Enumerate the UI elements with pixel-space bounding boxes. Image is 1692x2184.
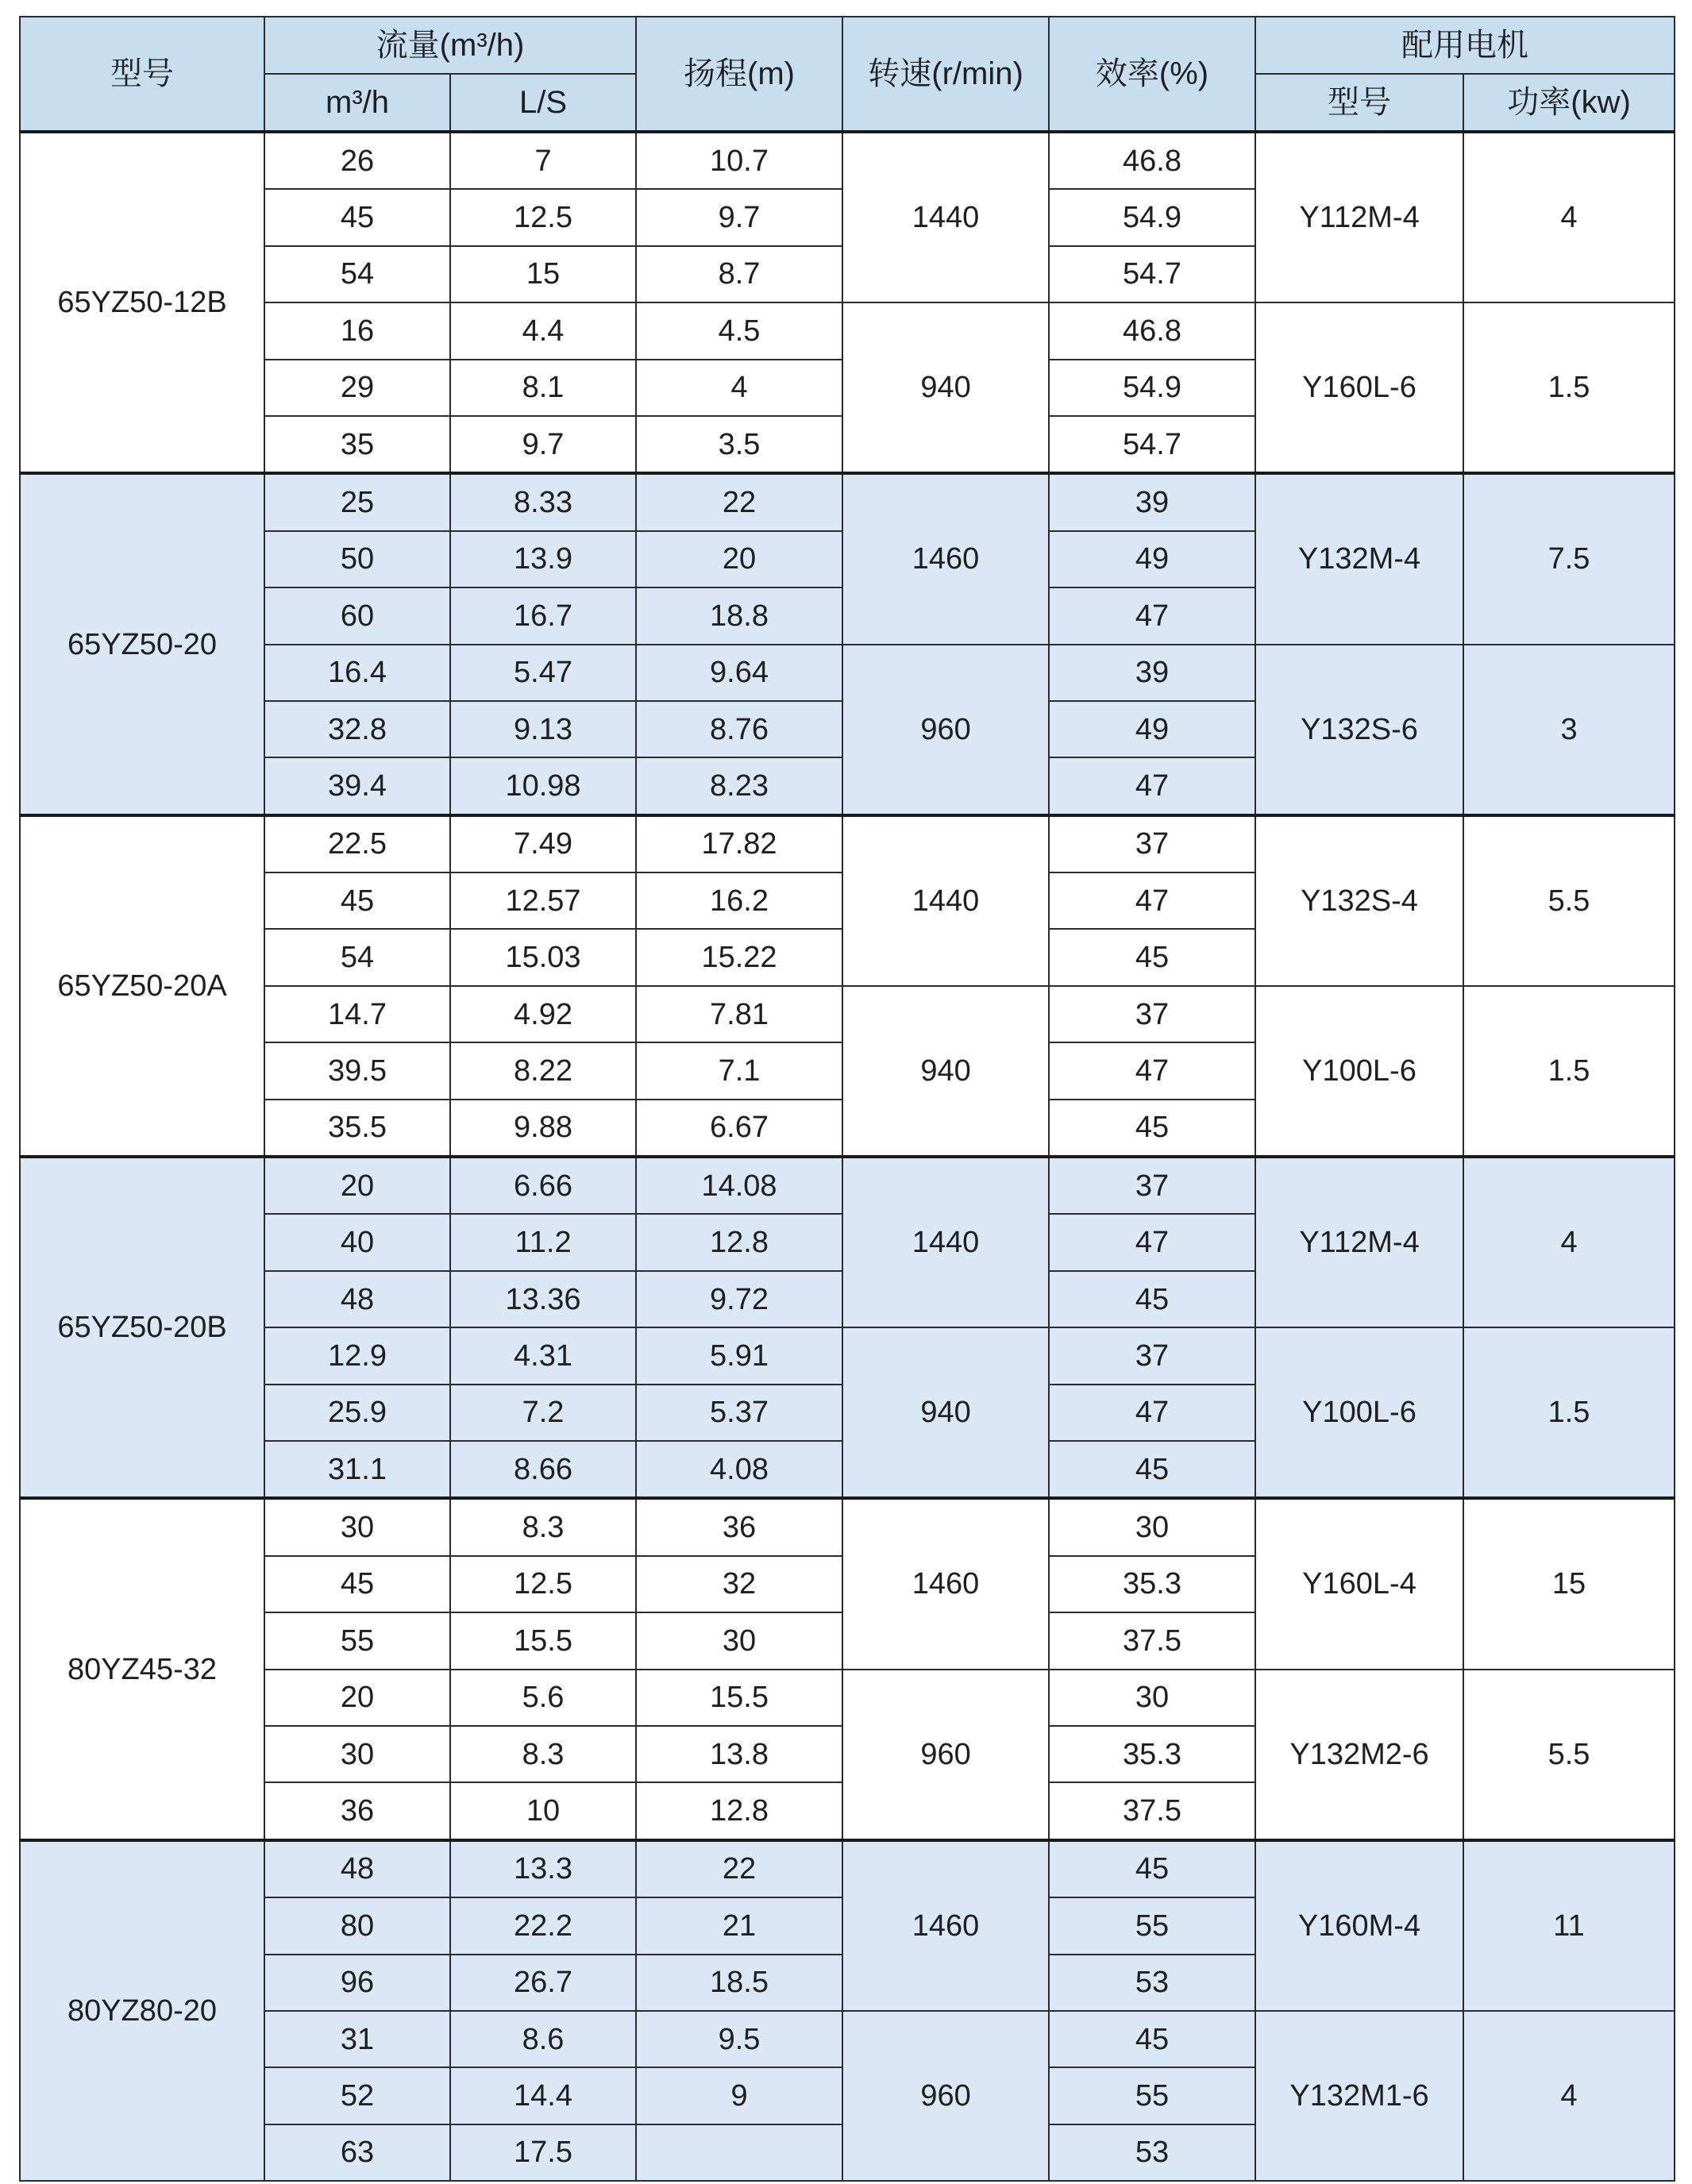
table-row (20, 1670, 1675, 1726)
motor-power-cell: 4 (1463, 2011, 1675, 2181)
model-cell: 65YZ50-12B (20, 132, 264, 473)
head-cell: 15.22 (636, 929, 842, 985)
flow-ls-cell: 12.5 (450, 189, 636, 245)
head-cell: 5.37 (636, 1385, 842, 1441)
efficiency-cell: 54.9 (1049, 360, 1255, 416)
flow-ls-cell: 13.9 (450, 531, 636, 587)
flow-m3h-cell: 31.1 (264, 1441, 450, 1498)
motor-model-cell: Y132M-4 (1255, 473, 1463, 644)
flow-m3h-cell: 12.9 (264, 1327, 450, 1384)
efficiency-cell: 55 (1049, 2067, 1255, 2124)
head-cell: 22 (636, 473, 842, 530)
table-row (20, 1157, 1675, 1214)
motor-model-cell: Y112M-4 (1255, 1157, 1463, 1327)
model-cell: 65YZ50-20 (20, 473, 264, 815)
head-cell: 9.7 (636, 189, 842, 245)
motor-power-cell: 5.5 (1463, 1670, 1675, 1840)
flow-m3h-cell: 55 (264, 1612, 450, 1669)
motor-power-cell: 4 (1463, 1157, 1675, 1327)
flow-ls-cell: 10.98 (450, 757, 636, 815)
flow-m3h-cell: 31 (264, 2011, 450, 2067)
header-speed: 转速(r/min) (842, 17, 1049, 132)
flow-ls-cell: 5.47 (450, 645, 636, 701)
speed-cell: 1460 (842, 1498, 1049, 1669)
speed-cell: 960 (842, 1670, 1049, 1840)
header-efficiency: 效率(%) (1049, 17, 1255, 132)
flow-m3h-cell: 32.8 (264, 701, 450, 757)
motor-power-cell: 11 (1463, 1840, 1675, 2011)
motor-power-cell: 3 (1463, 645, 1675, 815)
header-flow-ls: L/S (450, 74, 636, 132)
speed-cell: 960 (842, 2011, 1049, 2181)
flow-m3h-cell: 45 (264, 1556, 450, 1612)
head-cell: 18.8 (636, 587, 842, 644)
flow-m3h-cell: 48 (264, 1840, 450, 1897)
speed-cell: 1460 (842, 473, 1049, 644)
motor-power-cell: 7.5 (1463, 473, 1675, 644)
flow-ls-cell: 5.6 (450, 1670, 636, 1726)
pump-spec-table (19, 16, 1675, 2182)
flow-m3h-cell: 39.5 (264, 1042, 450, 1099)
flow-ls-cell: 16.7 (450, 587, 636, 644)
flow-ls-cell: 8.33 (450, 473, 636, 530)
flow-m3h-cell: 63 (264, 2124, 450, 2181)
flow-ls-cell: 22.2 (450, 1897, 636, 1954)
efficiency-cell: 35.3 (1049, 1726, 1255, 1782)
efficiency-cell: 54.9 (1049, 189, 1255, 245)
efficiency-cell: 39 (1049, 473, 1255, 530)
head-cell: 4 (636, 360, 842, 416)
flow-ls-cell: 13.3 (450, 1840, 636, 1897)
speed-cell: 1440 (842, 815, 1049, 986)
flow-ls-cell: 13.36 (450, 1271, 636, 1327)
table-row (20, 645, 1675, 701)
head-cell: 3.5 (636, 416, 842, 473)
head-cell: 21 (636, 1897, 842, 1954)
model-group (20, 473, 1675, 815)
motor-model-cell: Y132M1-6 (1255, 2011, 1463, 2181)
efficiency-cell: 47 (1049, 1214, 1255, 1270)
flow-m3h-cell: 26 (264, 132, 450, 189)
head-cell: 30 (636, 1612, 842, 1669)
flow-m3h-cell: 35 (264, 416, 450, 473)
model-cell: 80YZ45-32 (20, 1498, 264, 1839)
flow-m3h-cell: 14.7 (264, 986, 450, 1042)
flow-m3h-cell: 60 (264, 587, 450, 644)
flow-ls-cell: 10 (450, 1782, 636, 1839)
head-cell: 4.5 (636, 302, 842, 359)
efficiency-cell: 49 (1049, 701, 1255, 757)
flow-m3h-cell: 39.4 (264, 757, 450, 815)
flow-m3h-cell: 20 (264, 1670, 450, 1726)
flow-ls-cell: 15 (450, 246, 636, 302)
flow-ls-cell: 6.66 (450, 1157, 636, 1214)
motor-model-cell: Y160L-4 (1255, 1498, 1463, 1669)
head-cell: 8.76 (636, 701, 842, 757)
efficiency-cell: 45 (1049, 1100, 1255, 1157)
flow-m3h-cell: 40 (264, 1214, 450, 1270)
efficiency-cell: 46.8 (1049, 132, 1255, 189)
flow-m3h-cell: 16.4 (264, 645, 450, 701)
speed-cell: 1440 (842, 132, 1049, 302)
head-cell: 13.8 (636, 1726, 842, 1782)
motor-power-cell: 1.5 (1463, 1327, 1675, 1498)
head-cell: 9.72 (636, 1271, 842, 1327)
head-cell: 36 (636, 1498, 842, 1555)
header-motor: 配用电机 (1255, 17, 1675, 74)
motor-model-cell: Y100L-6 (1255, 1327, 1463, 1498)
motor-model-cell: Y160L-6 (1255, 302, 1463, 473)
efficiency-cell: 47 (1049, 872, 1255, 929)
flow-m3h-cell: 30 (264, 1498, 450, 1555)
model-group (20, 1498, 1675, 1839)
flow-m3h-cell: 25 (264, 473, 450, 530)
efficiency-cell: 45 (1049, 1840, 1255, 1897)
flow-m3h-cell: 80 (264, 1897, 450, 1954)
speed-cell: 960 (842, 645, 1049, 815)
head-cell: 7.81 (636, 986, 842, 1042)
head-cell: 18.5 (636, 1955, 842, 2011)
table-row (20, 2011, 1675, 2067)
flow-ls-cell: 26.7 (450, 1955, 636, 2011)
head-cell: 10.7 (636, 132, 842, 189)
head-cell: 9.5 (636, 2011, 842, 2067)
table-row (20, 1327, 1675, 1384)
flow-ls-cell: 15.5 (450, 1612, 636, 1669)
flow-ls-cell: 8.1 (450, 360, 636, 416)
efficiency-cell: 47 (1049, 1385, 1255, 1441)
efficiency-cell: 47 (1049, 1042, 1255, 1099)
flow-ls-cell: 4.4 (450, 302, 636, 359)
efficiency-cell: 45 (1049, 1441, 1255, 1498)
head-cell: 9 (636, 2067, 842, 2124)
efficiency-cell: 37 (1049, 986, 1255, 1042)
flow-m3h-cell: 20 (264, 1157, 450, 1214)
model-group (20, 815, 1675, 1157)
head-cell: 14.08 (636, 1157, 842, 1214)
header-model: 型号 (20, 17, 264, 132)
flow-m3h-cell: 25.9 (264, 1385, 450, 1441)
header-flow: 流量(m³/h) (264, 17, 636, 74)
efficiency-cell: 30 (1049, 1670, 1255, 1726)
flow-ls-cell: 4.92 (450, 986, 636, 1042)
speed-cell: 940 (842, 986, 1049, 1157)
head-cell (636, 2124, 842, 2181)
flow-ls-cell: 9.88 (450, 1100, 636, 1157)
table-row (20, 302, 1675, 359)
efficiency-cell: 47 (1049, 757, 1255, 815)
model-group (20, 1157, 1675, 1498)
motor-model-cell: Y112M-4 (1255, 132, 1463, 302)
table-row (20, 1498, 1675, 1555)
table-row (20, 1840, 1675, 1897)
efficiency-cell: 49 (1049, 531, 1255, 587)
efficiency-cell: 54.7 (1049, 246, 1255, 302)
efficiency-cell: 45 (1049, 1271, 1255, 1327)
motor-power-cell: 15 (1463, 1498, 1675, 1669)
head-cell: 12.8 (636, 1782, 842, 1839)
efficiency-cell: 30 (1049, 1498, 1255, 1555)
motor-model-cell: Y132S-4 (1255, 815, 1463, 986)
efficiency-cell: 54.7 (1049, 416, 1255, 473)
speed-cell: 940 (842, 302, 1049, 473)
speed-cell: 940 (842, 1327, 1049, 1498)
table-row (20, 473, 1675, 530)
efficiency-cell: 35.3 (1049, 1556, 1255, 1612)
motor-model-cell: Y132S-6 (1255, 645, 1463, 815)
efficiency-cell: 37 (1049, 815, 1255, 872)
header-head: 扬程(m) (636, 17, 842, 132)
head-cell: 4.08 (636, 1441, 842, 1498)
flow-m3h-cell: 45 (264, 872, 450, 929)
speed-cell: 1460 (842, 1840, 1049, 2011)
flow-m3h-cell: 54 (264, 929, 450, 985)
flow-ls-cell: 9.7 (450, 416, 636, 473)
header-motor-model: 型号 (1255, 74, 1463, 132)
motor-model-cell: Y160M-4 (1255, 1840, 1463, 2011)
table-row (20, 132, 1675, 189)
model-group (20, 1840, 1675, 2181)
model-cell: 80YZ80-20 (20, 1840, 264, 2181)
flow-m3h-cell: 48 (264, 1271, 450, 1327)
flow-ls-cell: 7.49 (450, 815, 636, 872)
head-cell: 16.2 (636, 872, 842, 929)
motor-power-cell: 1.5 (1463, 302, 1675, 473)
header-motor-power: 功率(kw) (1463, 74, 1675, 132)
efficiency-cell: 37 (1049, 1327, 1255, 1384)
flow-m3h-cell: 35.5 (264, 1100, 450, 1157)
table-header (20, 17, 1675, 132)
flow-m3h-cell: 36 (264, 1782, 450, 1839)
flow-ls-cell: 9.13 (450, 701, 636, 757)
efficiency-cell: 45 (1049, 2011, 1255, 2067)
flow-ls-cell: 8.3 (450, 1726, 636, 1782)
efficiency-cell: 45 (1049, 929, 1255, 985)
flow-ls-cell: 8.66 (450, 1441, 636, 1498)
efficiency-cell: 47 (1049, 587, 1255, 644)
flow-m3h-cell: 30 (264, 1726, 450, 1782)
flow-m3h-cell: 96 (264, 1955, 450, 2011)
table-row (20, 815, 1675, 872)
head-cell: 17.82 (636, 815, 842, 872)
flow-ls-cell: 4.31 (450, 1327, 636, 1384)
flow-m3h-cell: 29 (264, 360, 450, 416)
head-cell: 12.8 (636, 1214, 842, 1270)
table-row (20, 986, 1675, 1042)
motor-model-cell: Y100L-6 (1255, 986, 1463, 1157)
model-cell: 65YZ50-20B (20, 1157, 264, 1498)
flow-ls-cell: 7.2 (450, 1385, 636, 1441)
motor-power-cell: 5.5 (1463, 815, 1675, 986)
flow-ls-cell: 17.5 (450, 2124, 636, 2181)
head-cell: 8.23 (636, 757, 842, 815)
flow-m3h-cell: 45 (264, 189, 450, 245)
head-cell: 32 (636, 1556, 842, 1612)
head-cell: 22 (636, 1840, 842, 1897)
model-cell: 65YZ50-20A (20, 815, 264, 1157)
flow-ls-cell: 11.2 (450, 1214, 636, 1270)
head-cell: 15.5 (636, 1670, 842, 1726)
header-flow-m3h: m³/h (264, 74, 450, 132)
efficiency-cell: 53 (1049, 1955, 1255, 2011)
flow-ls-cell: 7 (450, 132, 636, 189)
speed-cell: 1440 (842, 1157, 1049, 1327)
motor-power-cell: 4 (1463, 132, 1675, 302)
motor-power-cell: 1.5 (1463, 986, 1675, 1157)
head-cell: 8.7 (636, 246, 842, 302)
motor-model-cell: Y132M2-6 (1255, 1670, 1463, 1840)
flow-ls-cell: 12.57 (450, 872, 636, 929)
efficiency-cell: 46.8 (1049, 302, 1255, 359)
efficiency-cell: 53 (1049, 2124, 1255, 2181)
efficiency-cell: 55 (1049, 1897, 1255, 1954)
flow-m3h-cell: 22.5 (264, 815, 450, 872)
efficiency-cell: 39 (1049, 645, 1255, 701)
efficiency-cell: 37.5 (1049, 1612, 1255, 1669)
flow-ls-cell: 8.22 (450, 1042, 636, 1099)
head-cell: 5.91 (636, 1327, 842, 1384)
model-group (20, 132, 1675, 473)
flow-ls-cell: 12.5 (450, 1556, 636, 1612)
flow-m3h-cell: 54 (264, 246, 450, 302)
flow-ls-cell: 14.4 (450, 2067, 636, 2124)
flow-ls-cell: 8.6 (450, 2011, 636, 2067)
head-cell: 6.67 (636, 1100, 842, 1157)
head-cell: 20 (636, 531, 842, 587)
flow-m3h-cell: 50 (264, 531, 450, 587)
head-cell: 7.1 (636, 1042, 842, 1099)
efficiency-cell: 37 (1049, 1157, 1255, 1214)
flow-ls-cell: 15.03 (450, 929, 636, 985)
flow-m3h-cell: 52 (264, 2067, 450, 2124)
flow-m3h-cell: 16 (264, 302, 450, 359)
efficiency-cell: 37.5 (1049, 1782, 1255, 1839)
flow-ls-cell: 8.3 (450, 1498, 636, 1555)
head-cell: 9.64 (636, 645, 842, 701)
